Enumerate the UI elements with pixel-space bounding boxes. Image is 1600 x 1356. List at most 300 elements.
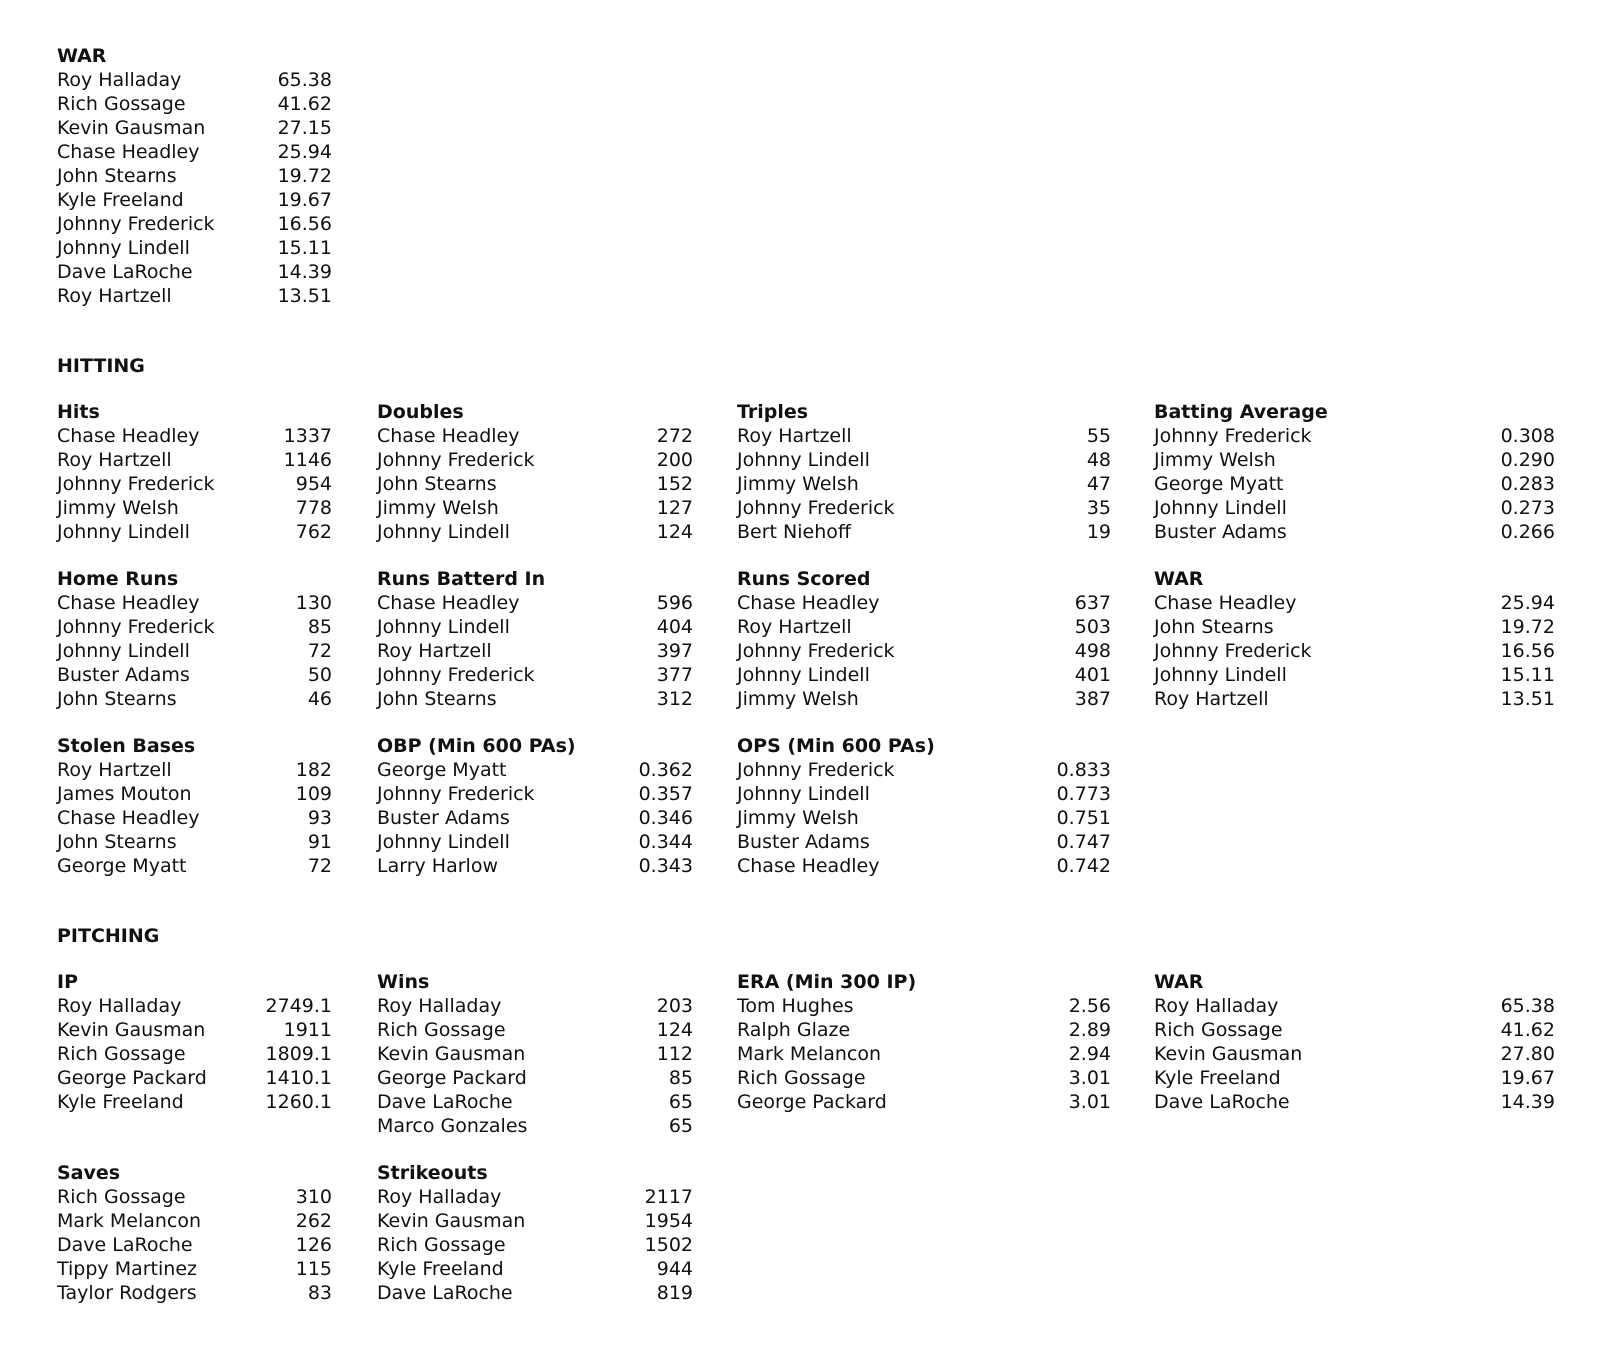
player-name: Bert Niehoff xyxy=(737,521,851,543)
stat-row xyxy=(737,782,1111,806)
player-name: Johnny Lindell xyxy=(377,521,510,543)
stat-value: 115 xyxy=(295,1258,332,1280)
stat-value: 65.38 xyxy=(277,69,332,91)
player-name: Johnny Frederick xyxy=(57,473,215,495)
player-name: Taylor Rodgers xyxy=(57,1282,197,1304)
stat-row xyxy=(57,164,332,188)
player-name: Roy Hartzell xyxy=(737,616,852,638)
player-name: Johnny Lindell xyxy=(1154,497,1287,519)
stat-value: 0.266 xyxy=(1500,521,1555,543)
player-name: Jimmy Welsh xyxy=(737,473,859,495)
stat-row xyxy=(57,1090,332,1114)
player-name: Kevin Gausman xyxy=(377,1043,526,1065)
stat-row xyxy=(737,448,1111,472)
stat-value: 0.290 xyxy=(1500,449,1555,471)
stat-value: 124 xyxy=(656,521,693,543)
player-name: Roy Hartzell xyxy=(57,759,172,781)
stat-row xyxy=(737,663,1111,687)
stat-value: 1954 xyxy=(644,1210,693,1232)
stat-row xyxy=(377,472,693,496)
stat-value: 778 xyxy=(295,497,332,519)
stat-title: Triples xyxy=(737,401,809,423)
stat-row xyxy=(57,758,332,782)
player-name: Johnny Lindell xyxy=(737,783,870,805)
player-name: George Myatt xyxy=(57,855,187,877)
stat-value: 498 xyxy=(1074,640,1111,662)
stat-row xyxy=(377,496,693,520)
stat-row xyxy=(377,1281,693,1305)
stat-value: 0.308 xyxy=(1500,425,1555,447)
stat-row xyxy=(57,496,332,520)
stat-value: 91 xyxy=(307,831,332,853)
stat-row xyxy=(737,472,1111,496)
stat-title: Stolen Bases xyxy=(57,735,196,757)
stat-value: 85 xyxy=(307,616,332,638)
stat-value: 2.94 xyxy=(1068,1043,1111,1065)
player-name: Kyle Freeland xyxy=(377,1258,504,1280)
player-name: Kyle Freeland xyxy=(57,189,184,211)
stat-row xyxy=(737,854,1111,878)
stat-row xyxy=(57,260,332,284)
stat-value: 1337 xyxy=(283,425,332,447)
stat-row xyxy=(737,1018,1111,1042)
stat-row xyxy=(1154,448,1555,472)
stat-row xyxy=(57,520,332,544)
stat-value: 41.62 xyxy=(277,93,332,115)
stat-row xyxy=(1154,994,1555,1018)
pitching-war-block xyxy=(1154,970,1555,1114)
stat-row xyxy=(377,854,693,878)
player-name: Buster Adams xyxy=(57,664,190,686)
stat-value: 762 xyxy=(295,521,332,543)
player-name: Rich Gossage xyxy=(57,1186,186,1208)
stat-value: 503 xyxy=(1074,616,1111,638)
player-name: Kevin Gausman xyxy=(57,117,206,139)
stat-value: 19 xyxy=(1086,521,1111,543)
stat-row xyxy=(57,1281,332,1305)
stat-value: 13.51 xyxy=(1500,688,1555,710)
stat-value: 0.344 xyxy=(638,831,693,853)
player-name: George Packard xyxy=(57,1067,207,1089)
stat-value: 200 xyxy=(656,449,693,471)
stat-row xyxy=(377,1018,693,1042)
obp-block xyxy=(377,734,693,878)
stat-row xyxy=(1154,1018,1555,1042)
stat-row xyxy=(1154,496,1555,520)
player-name: Rich Gossage xyxy=(737,1067,866,1089)
player-name: Dave LaRoche xyxy=(1154,1091,1290,1113)
stat-row xyxy=(1154,615,1555,639)
stat-title: IP xyxy=(57,971,78,993)
stat-value: 3.01 xyxy=(1068,1091,1111,1113)
hits-block xyxy=(57,400,332,544)
stat-value: 2749.1 xyxy=(265,995,332,1017)
stat-value: 0.357 xyxy=(638,783,693,805)
stat-title: WAR xyxy=(1154,568,1204,590)
player-name: Johnny Frederick xyxy=(1154,640,1312,662)
stat-row xyxy=(377,520,693,544)
stat-value: 0.833 xyxy=(1056,759,1111,781)
pitching-section-header: PITCHING xyxy=(57,925,160,947)
stat-value: 1502 xyxy=(644,1234,693,1256)
player-name: Rich Gossage xyxy=(1154,1019,1283,1041)
player-name: Rich Gossage xyxy=(57,93,186,115)
stat-row xyxy=(57,236,332,260)
stat-row xyxy=(57,1233,332,1257)
player-name: John Stearns xyxy=(377,473,497,495)
stat-value: 46 xyxy=(307,688,332,710)
player-name: Kevin Gausman xyxy=(57,1019,206,1041)
era-block xyxy=(737,970,1111,1114)
stat-value: 25.94 xyxy=(277,141,332,163)
player-name: John Stearns xyxy=(377,688,497,710)
player-name: Johnny Lindell xyxy=(377,616,510,638)
player-name: Jimmy Welsh xyxy=(737,688,859,710)
stat-row xyxy=(377,663,693,687)
stat-value: 377 xyxy=(656,664,693,686)
stat-row xyxy=(1154,663,1555,687)
player-name: Ralph Glaze xyxy=(737,1019,851,1041)
stat-row xyxy=(377,448,693,472)
stat-row xyxy=(377,1042,693,1066)
stat-row xyxy=(377,782,693,806)
stat-title: ERA (Min 300 IP) xyxy=(737,971,917,993)
stat-value: 47 xyxy=(1086,473,1111,495)
player-name: Jimmy Welsh xyxy=(737,807,859,829)
stat-title: Runs Scored xyxy=(737,568,871,590)
player-name: Johnny Frederick xyxy=(737,640,895,662)
stat-value: 397 xyxy=(656,640,693,662)
player-name: Chase Headley xyxy=(57,807,200,829)
triples-block xyxy=(737,400,1111,544)
stat-value: 14.39 xyxy=(277,261,332,283)
stat-title: Wins xyxy=(377,971,430,993)
stat-value: 126 xyxy=(295,1234,332,1256)
stat-title: Runs Batterd In xyxy=(377,568,546,590)
player-name: Kyle Freeland xyxy=(1154,1067,1281,1089)
stat-value: 25.94 xyxy=(1500,592,1555,614)
stat-value: 1260.1 xyxy=(265,1091,332,1113)
stat-row xyxy=(1154,591,1555,615)
player-name: Chase Headley xyxy=(57,425,200,447)
stat-row xyxy=(737,639,1111,663)
player-name: Johnny Frederick xyxy=(57,213,215,235)
stat-value: 13.51 xyxy=(277,285,332,307)
stat-value: 50 xyxy=(307,664,332,686)
stat-row xyxy=(1154,472,1555,496)
stat-value: 0.273 xyxy=(1500,497,1555,519)
stat-row xyxy=(57,424,332,448)
player-name: Roy Halladay xyxy=(377,995,502,1017)
stat-row xyxy=(377,1257,693,1281)
stat-value: 0.346 xyxy=(638,807,693,829)
stat-row xyxy=(57,639,332,663)
stat-title: Batting Average xyxy=(1154,401,1328,423)
player-name: Roy Hartzell xyxy=(57,449,172,471)
stat-row xyxy=(57,1066,332,1090)
stat-value: 48 xyxy=(1086,449,1111,471)
stat-row xyxy=(1154,1042,1555,1066)
stat-row xyxy=(57,448,332,472)
stat-row xyxy=(377,806,693,830)
player-name: Kevin Gausman xyxy=(1154,1043,1303,1065)
player-name: Johnny Frederick xyxy=(1154,425,1312,447)
stat-value: 124 xyxy=(656,1019,693,1041)
player-name: Roy Hartzell xyxy=(737,425,852,447)
player-name: Johnny Frederick xyxy=(377,449,535,471)
player-name: Johnny Lindell xyxy=(737,449,870,471)
stat-row xyxy=(377,591,693,615)
stat-row xyxy=(1154,639,1555,663)
runs-scored-block xyxy=(737,567,1111,711)
stat-row xyxy=(57,1209,332,1233)
stat-value: 65.38 xyxy=(1500,995,1555,1017)
ops-block xyxy=(737,734,1111,878)
stat-value: 819 xyxy=(656,1282,693,1304)
player-name: Johnny Lindell xyxy=(57,640,190,662)
stat-value: 0.362 xyxy=(638,759,693,781)
player-name: Chase Headley xyxy=(377,592,520,614)
stat-row xyxy=(1154,1090,1555,1114)
stat-row xyxy=(57,140,332,164)
player-name: Johnny Lindell xyxy=(377,831,510,853)
stat-row xyxy=(377,687,693,711)
stat-value: 2.56 xyxy=(1068,995,1111,1017)
stat-row xyxy=(1154,687,1555,711)
stat-value: 2.89 xyxy=(1068,1019,1111,1041)
stat-value: 312 xyxy=(656,688,693,710)
stat-value: 1809.1 xyxy=(265,1043,332,1065)
player-name: Rich Gossage xyxy=(57,1043,186,1065)
player-name: Roy Hartzell xyxy=(1154,688,1269,710)
player-name: Buster Adams xyxy=(1154,521,1287,543)
stat-value: 310 xyxy=(295,1186,332,1208)
stat-value: 401 xyxy=(1074,664,1111,686)
stat-value: 93 xyxy=(307,807,332,829)
stat-value: 65 xyxy=(668,1091,693,1113)
stat-value: 0.747 xyxy=(1056,831,1111,853)
player-name: Mark Melancon xyxy=(737,1043,882,1065)
stat-value: 596 xyxy=(656,592,693,614)
stat-row xyxy=(57,1018,332,1042)
stat-value: 72 xyxy=(307,640,332,662)
stat-row xyxy=(377,639,693,663)
stat-row xyxy=(377,830,693,854)
stat-value: 41.62 xyxy=(1500,1019,1555,1041)
player-name: Jimmy Welsh xyxy=(57,497,179,519)
stat-row xyxy=(377,758,693,782)
player-name: Jimmy Welsh xyxy=(1154,449,1276,471)
stat-row xyxy=(377,994,693,1018)
player-name: Johnny Frederick xyxy=(377,783,535,805)
stat-value: 16.56 xyxy=(1500,640,1555,662)
stat-value: 35 xyxy=(1086,497,1111,519)
stat-row xyxy=(737,1066,1111,1090)
player-name: Tom Hughes xyxy=(737,995,854,1017)
stat-row xyxy=(737,1042,1111,1066)
stat-value: 109 xyxy=(295,783,332,805)
stat-row xyxy=(1154,520,1555,544)
stat-row xyxy=(57,782,332,806)
stat-row xyxy=(1154,424,1555,448)
player-name: John Stearns xyxy=(57,831,177,853)
stat-value: 387 xyxy=(1074,688,1111,710)
stat-row xyxy=(737,591,1111,615)
strikeouts-block xyxy=(377,1161,693,1305)
player-name: George Myatt xyxy=(377,759,507,781)
stat-row xyxy=(57,188,332,212)
stat-row xyxy=(377,1233,693,1257)
stat-row xyxy=(57,472,332,496)
player-name: Chase Headley xyxy=(737,855,880,877)
stat-row xyxy=(57,854,332,878)
stat-row xyxy=(737,496,1111,520)
stat-value: 27.15 xyxy=(277,117,332,139)
player-name: Dave LaRoche xyxy=(57,261,193,283)
stat-title: Doubles xyxy=(377,401,464,423)
stat-row xyxy=(737,994,1111,1018)
player-name: Johnny Frederick xyxy=(377,664,535,686)
player-name: Tippy Martinez xyxy=(57,1258,197,1280)
stat-value: 15.11 xyxy=(1500,664,1555,686)
player-name: Johnny Frederick xyxy=(737,759,895,781)
player-name: Kyle Freeland xyxy=(57,1091,184,1113)
player-name: Chase Headley xyxy=(1154,592,1297,614)
player-name: John Stearns xyxy=(57,688,177,710)
player-name: George Packard xyxy=(737,1091,887,1113)
player-name: Roy Halladay xyxy=(57,995,182,1017)
stat-value: 19.72 xyxy=(277,165,332,187)
stat-value: 944 xyxy=(656,1258,693,1280)
player-name: Jimmy Welsh xyxy=(377,497,499,519)
player-name: Larry Harlow xyxy=(377,855,498,877)
player-name: Johnny Frederick xyxy=(737,497,895,519)
stat-row xyxy=(57,687,332,711)
stat-value: 2117 xyxy=(644,1186,693,1208)
stat-value: 203 xyxy=(656,995,693,1017)
player-name: George Packard xyxy=(377,1067,527,1089)
player-name: Roy Hartzell xyxy=(57,285,172,307)
stat-title: OPS (Min 600 PAs) xyxy=(737,735,935,757)
stat-title: Strikeouts xyxy=(377,1162,488,1184)
hitting-section-header: HITTING xyxy=(57,355,145,377)
stat-row xyxy=(57,591,332,615)
stat-value: 19.72 xyxy=(1500,616,1555,638)
stat-row xyxy=(57,116,332,140)
player-name: Chase Headley xyxy=(57,592,200,614)
stat-value: 130 xyxy=(295,592,332,614)
player-name: Rich Gossage xyxy=(377,1234,506,1256)
stat-value: 3.01 xyxy=(1068,1067,1111,1089)
player-name: John Stearns xyxy=(1154,616,1274,638)
stat-value: 85 xyxy=(668,1067,693,1089)
stat-value: 0.742 xyxy=(1056,855,1111,877)
hitting-war-block xyxy=(1154,567,1555,711)
player-name: Rich Gossage xyxy=(377,1019,506,1041)
player-name: Dave LaRoche xyxy=(377,1091,513,1113)
player-name: Roy Hartzell xyxy=(377,640,492,662)
stat-row xyxy=(377,1066,693,1090)
stat-value: 637 xyxy=(1074,592,1111,614)
overall-war-block xyxy=(57,44,332,308)
player-name: James Mouton xyxy=(57,783,192,805)
stat-value: 0.773 xyxy=(1056,783,1111,805)
stat-row xyxy=(737,830,1111,854)
player-name: Dave LaRoche xyxy=(377,1282,513,1304)
stat-row xyxy=(57,1257,332,1281)
player-name: Roy Halladay xyxy=(377,1186,502,1208)
stat-row xyxy=(737,520,1111,544)
stat-value: 404 xyxy=(656,616,693,638)
player-name: Roy Halladay xyxy=(1154,995,1279,1017)
stolen-bases-block xyxy=(57,734,332,878)
stat-title: OBP (Min 600 PAs) xyxy=(377,735,576,757)
stat-row xyxy=(57,212,332,236)
player-name: Roy Halladay xyxy=(57,69,182,91)
stat-value: 1911 xyxy=(283,1019,332,1041)
player-name: Johnny Lindell xyxy=(57,521,190,543)
stat-value: 112 xyxy=(656,1043,693,1065)
ip-block xyxy=(57,970,332,1114)
stat-row xyxy=(57,830,332,854)
player-name: Johnny Lindell xyxy=(57,237,190,259)
stat-value: 272 xyxy=(656,425,693,447)
stat-value: 0.283 xyxy=(1500,473,1555,495)
player-name: Chase Headley xyxy=(737,592,880,614)
stat-value: 55 xyxy=(1086,425,1111,447)
stat-row xyxy=(377,1185,693,1209)
stat-value: 954 xyxy=(295,473,332,495)
stat-row xyxy=(1154,1066,1555,1090)
stat-value: 262 xyxy=(295,1210,332,1232)
stat-row xyxy=(737,1090,1111,1114)
player-name: Dave LaRoche xyxy=(57,1234,193,1256)
player-name: Chase Headley xyxy=(57,141,200,163)
stat-row xyxy=(377,1209,693,1233)
stat-value: 83 xyxy=(307,1282,332,1304)
stat-row xyxy=(57,284,332,308)
player-name: Chase Headley xyxy=(377,425,520,447)
player-name: George Myatt xyxy=(1154,473,1284,495)
stat-row xyxy=(377,1090,693,1114)
stat-value: 27.80 xyxy=(1500,1043,1555,1065)
player-name: Marco Gonzales xyxy=(377,1115,528,1137)
stat-row xyxy=(737,424,1111,448)
stat-row xyxy=(377,424,693,448)
stat-title: WAR xyxy=(1154,971,1204,993)
stat-row xyxy=(57,1042,332,1066)
rbi-block xyxy=(377,567,693,711)
wins-block xyxy=(377,970,693,1138)
stat-value: 152 xyxy=(656,473,693,495)
player-name: Kevin Gausman xyxy=(377,1210,526,1232)
player-name: Mark Melancon xyxy=(57,1210,202,1232)
stat-value: 16.56 xyxy=(277,213,332,235)
home-runs-block xyxy=(57,567,332,711)
stat-row xyxy=(377,615,693,639)
stat-value: 14.39 xyxy=(1500,1091,1555,1113)
stat-row xyxy=(57,615,332,639)
batting-average-block xyxy=(1154,400,1555,544)
stat-row xyxy=(377,1114,693,1138)
stat-row xyxy=(57,1185,332,1209)
doubles-block xyxy=(377,400,693,544)
stat-row xyxy=(57,994,332,1018)
stat-row xyxy=(737,806,1111,830)
stat-value: 0.343 xyxy=(638,855,693,877)
stat-value: 1146 xyxy=(283,449,332,471)
stat-row xyxy=(57,663,332,687)
